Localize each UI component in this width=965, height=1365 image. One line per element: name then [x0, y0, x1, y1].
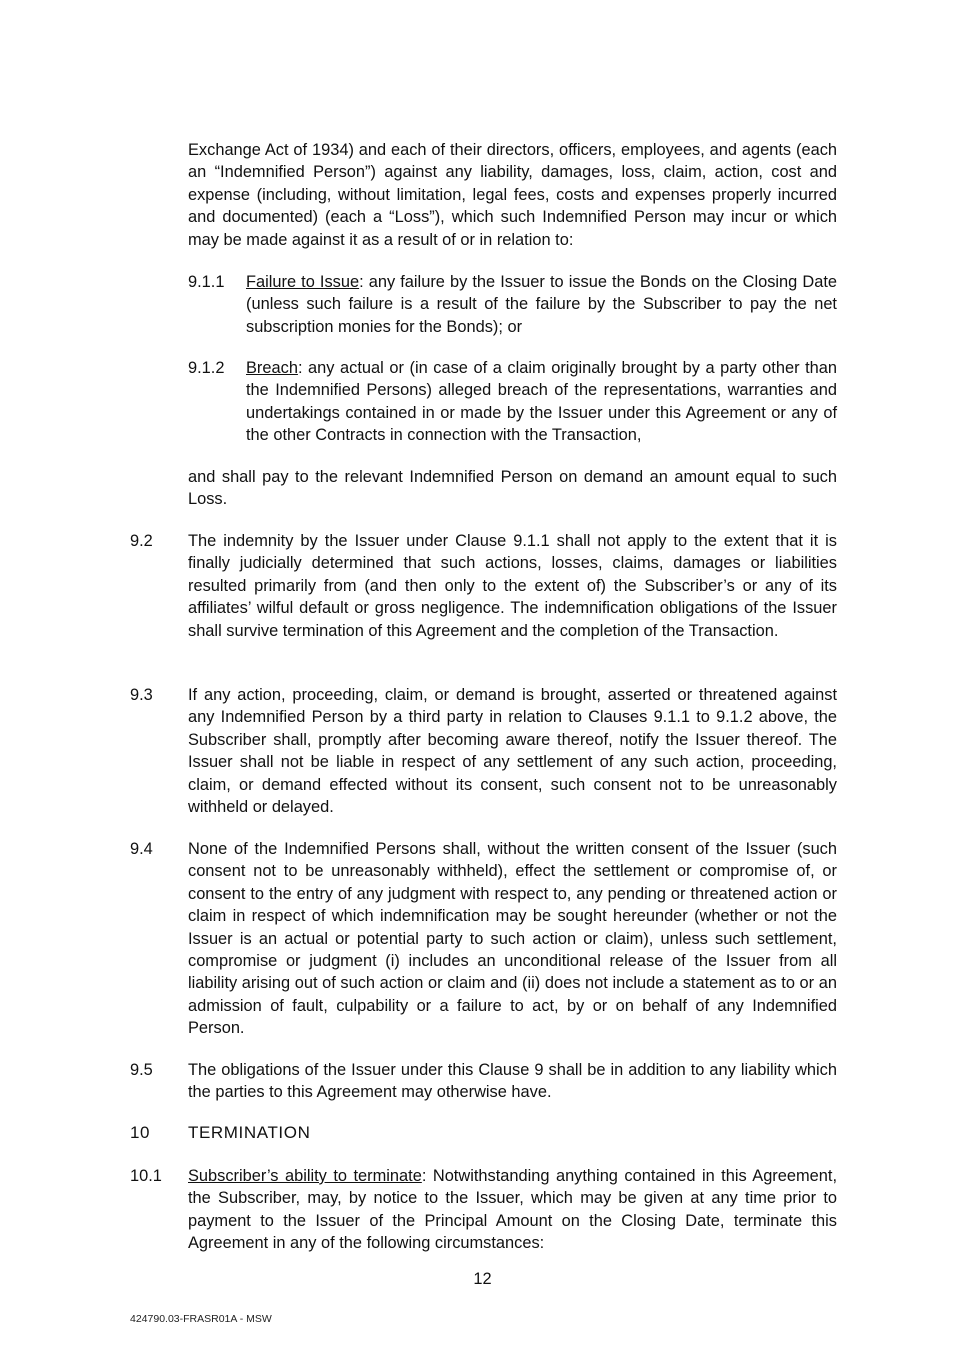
clause-9-1-1	[246, 271, 837, 338]
clause-9-4	[188, 838, 837, 1040]
page-number: 12	[473, 1270, 492, 1288]
clause-9-3	[188, 684, 837, 818]
clause-text-9-3: If any action, proceeding, claim, or demand is brought, asserted or threatened against any Indemnified Person by a third party in relation to Clauses 9.1.1 to 9.1.2 above, the Subscriber shall, promptly after becoming aware thereof, notify the Issuer thereof. The Issuer shall not be liable in respect of any settlement of any such action, proceeding, claim, or demand effected without its consent, such consent not to be unreasonably withheld or delayed.	[188, 686, 837, 817]
clause-9-5	[188, 1059, 837, 1104]
clause-text-9-1-2: : any actual or (in case of a claim originally brought by a party other than the Indemnified Persons) alleged breach of the representations, warranties and undertakings contained in or made by the Issuer under this Agreement or any of the other Contracts in connection with the Transaction,	[246, 359, 837, 445]
intro-text: Exchange Act of 1934) and each of their directors, officers, employees, and agents (each an “Indemnified Person”) against any liability, damages, loss, claim, action, cost and expense (including, without limitation, legal fees, costs and expenses properly incurred and documented) (each a “Loss”), which such Indemnified Person may incur or which may be made against it as a result of or in relation to:	[188, 141, 837, 249]
clause-10-1	[188, 1165, 837, 1255]
clause-text-10-1: : Notwithstanding anything contained in this Agreement, the Subscriber, may, by notice to the Issuer, which may be given at any time prior to payment to the Issuer of the Principal Amount on the Closing Date, terminate this Agreement in any of the following circumstances:	[188, 1167, 837, 1253]
tail-text: and shall pay to the relevant Indemnified Person on demand an amount equal to such Loss.	[188, 468, 837, 509]
clause-number-9-5: 9.5	[130, 1061, 153, 1079]
clause-number-9-4: 9.4	[130, 840, 153, 858]
clause-number-10-1: 10.1	[130, 1167, 162, 1185]
clause-number-9-3: 9.3	[130, 686, 153, 704]
footer-document-reference: 424790.03-FRASR01A - MSW	[130, 1313, 272, 1325]
clause-9-2	[188, 530, 837, 642]
clause-number-9-1-2: 9.1.2	[188, 359, 225, 377]
clause-title-breach: Breach	[246, 359, 298, 377]
clause-text-9-5: The obligations of the Issuer under this Clause 9 shall be in addition to any liability which the parties to this Agreement may otherwise have.	[188, 1061, 837, 1102]
section-title-termination: TERMINATION	[188, 1123, 311, 1142]
tail-paragraph	[188, 466, 837, 511]
clause-text-9-2: The indemnity by the Issuer under Clause 9.1.1 shall not apply to the extent that it is finally judicially determined that such actions, losses, claims, damages or liabilities resulted primarily from (and then only to the extent of) the Subscriber’s or any of its affiliates’ wilful default or gross negligence. The indemnification obligations of the Issuer shall survive termination of this Agreement and the completion of the Transaction.	[188, 532, 837, 640]
intro-paragraph	[188, 139, 837, 251]
clause-number-9-2: 9.2	[130, 532, 153, 550]
clause-text-9-1-1: : any failure by the Issuer to issue the Bonds on the Closing Date (unless such failure is a result of the failure by the Subscriber to pay the net subscription monies for the Bonds); or	[246, 273, 837, 336]
clause-number-9-1-1: 9.1.1	[188, 273, 225, 291]
section-number-10: 10	[130, 1123, 151, 1142]
clause-title-subscribers-ability: Subscriber’s ability to terminate	[188, 1167, 422, 1185]
clause-9-1-2	[246, 357, 837, 447]
clause-title-failure-to-issue: Failure to Issue	[246, 273, 360, 291]
clause-text-9-4: None of the Indemnified Persons shall, without the written consent of the Issuer (such consent not to be unreasonably withheld), effect the settlement or compromise of, or consent to the entry of any judgment with respect to, any pending or threatened action or claim in respect of which indemnification may be sought hereunder (whether or not the Issuer is an actual or potential party to such action or claim), unless such settlement, compromise or judgment (i) includes an unconditional release of the Issuer from all liability arising out of such action or claim and (ii) does not include a statement as to or an admission of fault, culpability or a failure to act, by or on behalf of any Indemnified Person.	[188, 840, 837, 1038]
